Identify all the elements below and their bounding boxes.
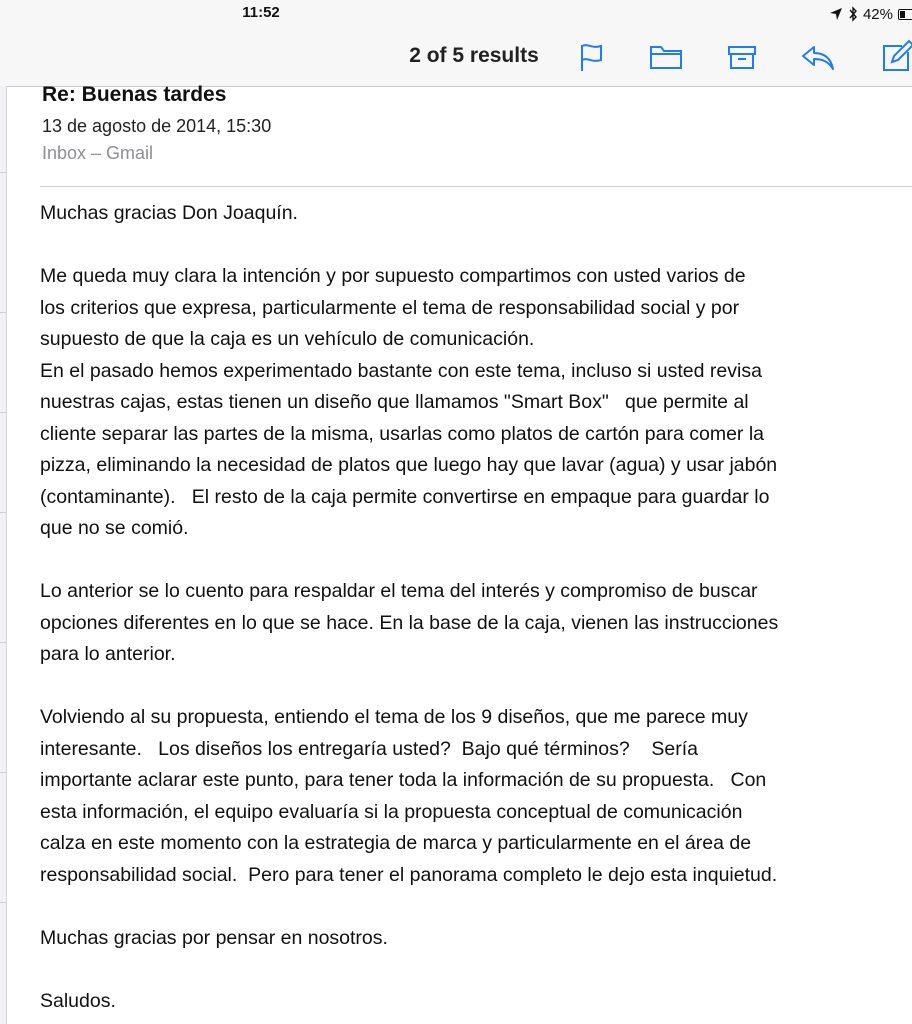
body-line: cliente separar las partes de la misma, usarlas como platos de cartón para comer la — [40, 422, 765, 445]
body-line: Lo anterior se lo cuento para respaldar el tema del interés y compromiso de buscar — [40, 580, 758, 602]
list-separator — [0, 172, 6, 173]
archive-icon[interactable] — [724, 39, 760, 75]
body-paragraph — [40, 923, 910, 955]
body-line: Muchas gracias Don Joaquín. — [40, 202, 298, 224]
body-line: para lo anterior. — [40, 643, 176, 665]
body-line: En el pasado hemos experimentado bastante con este tema, incluso si usted revisa — [40, 359, 762, 382]
body-paragraph — [40, 986, 910, 1018]
list-separator — [0, 642, 6, 643]
body-line: esta información, el equipo evaluaría si la propuesta conceptual de comunicación — [40, 800, 743, 823]
body-line: que no se comió. — [40, 517, 189, 539]
body-line: pizza, eliminando la necesidad de platos que luego hay que lavar (agua) y usar jabón — [40, 454, 778, 476]
message-header — [42, 83, 902, 164]
body-line: opciones diferentes en lo que se hace. En la base de la caja, vienen las instrucciones — [40, 611, 779, 634]
location-arrow-icon — [829, 7, 843, 21]
body-paragraph — [40, 702, 910, 891]
message-list-edge — [0, 86, 7, 1024]
list-separator — [0, 412, 6, 413]
body-line: Volviendo al su propuesta, entiendo el tema de los 9 diseños, que me parece muy — [40, 706, 748, 728]
bluetooth-icon — [848, 6, 858, 22]
reply-icon[interactable] — [800, 39, 836, 75]
status-indicators — [829, 4, 912, 24]
list-separator — [0, 512, 6, 513]
battery-level-fill — [900, 11, 905, 18]
message-mailbox[interactable]: Inbox – Gmail — [42, 143, 154, 163]
body-line: interesante. Los diseños los entregaría usted? Bajo qué términos? Sería — [40, 737, 698, 760]
body-line: (contaminante). El resto de la caja permite convertirse en empaque para guardar lo — [40, 485, 770, 508]
message-subject: Re: Buenas tardes — [42, 83, 227, 106]
body-line: los criterios que expresa, particularmente el tema de responsabilidad social y por — [40, 296, 740, 319]
body-paragraph — [40, 576, 910, 671]
body-line: responsabilidad social. Pero para tener el panorama completo le dejo esta inquietud. — [40, 863, 778, 886]
message-toolbar — [0, 30, 912, 87]
list-separator — [0, 312, 6, 313]
list-separator — [0, 902, 6, 903]
body-line: Saludos. — [40, 989, 116, 1012]
status-bar — [0, 0, 912, 30]
body-paragraph — [40, 198, 910, 230]
flag-icon[interactable] — [574, 39, 610, 75]
message-body — [40, 198, 910, 1024]
body-paragraph — [40, 261, 910, 545]
body-line: Me queda muy clara la intención y por supuesto compartimos con usted varios de — [40, 265, 746, 287]
body-line: supuesto de que la caja es un vehículo de comunicación. — [40, 328, 535, 350]
status-time: 11:52 — [242, 4, 280, 21]
body-line: importante aclarar este punto, para tener toda la información de su propuesta. Con — [40, 769, 767, 791]
folder-icon[interactable] — [648, 39, 684, 75]
header-divider — [40, 186, 912, 187]
body-line: nuestras cajas, estas tienen un diseño que llamamos "Smart Box" que permite al — [40, 391, 749, 413]
message-date: 13 de agosto de 2014, 15:30 — [42, 116, 272, 136]
battery-percent: 42% — [862, 5, 893, 23]
results-counter: 2 of 5 results — [409, 44, 539, 67]
list-separator — [0, 772, 6, 773]
battery-icon — [898, 9, 912, 20]
body-line: calza en este momento con la estrategia de marca y particularmente en el área de — [40, 832, 752, 854]
body-line: Muchas gracias por pensar en nosotros. — [40, 926, 388, 949]
compose-icon[interactable] — [878, 39, 912, 75]
